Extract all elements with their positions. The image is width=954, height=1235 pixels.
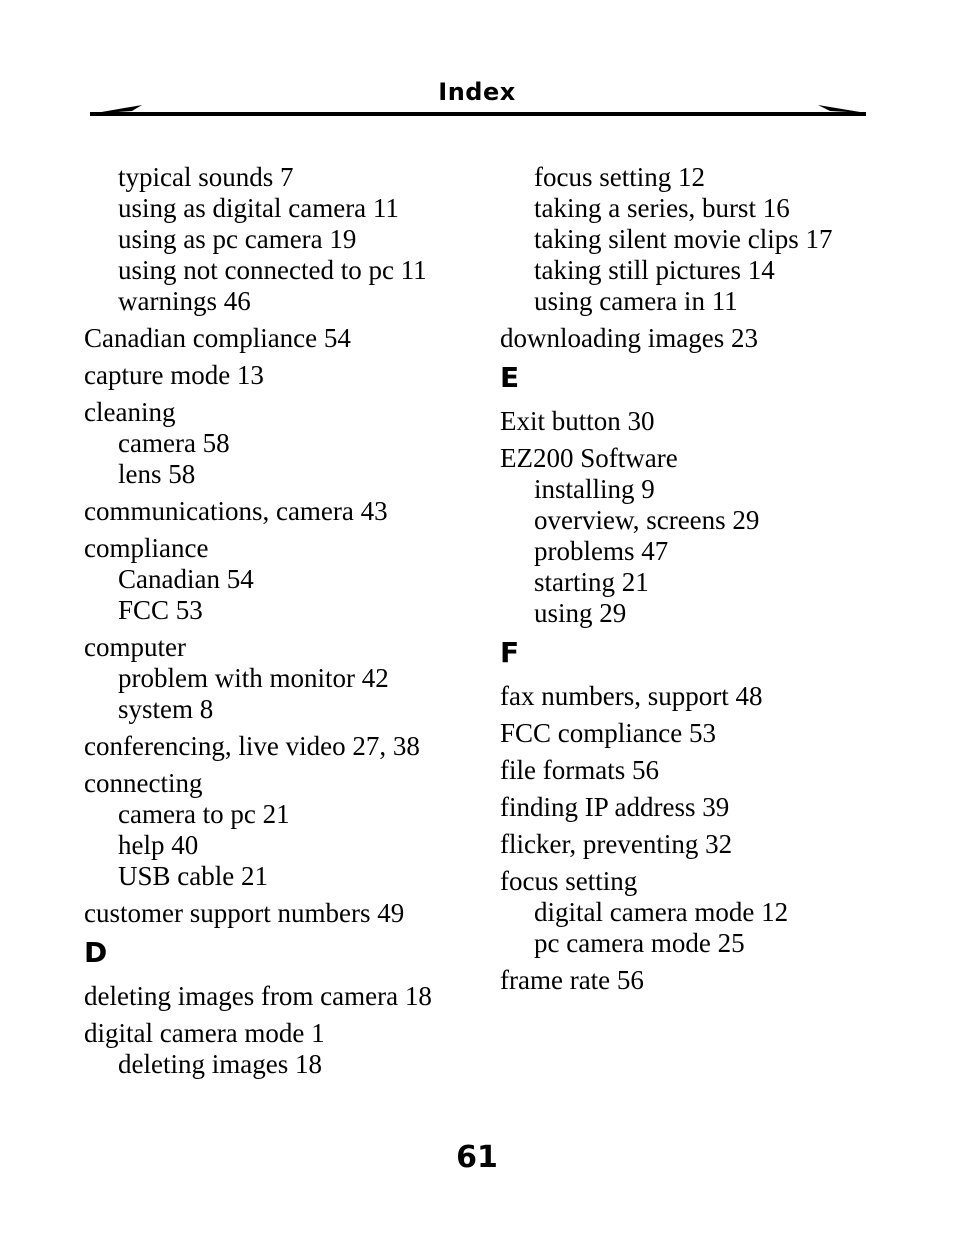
index-subentry: focus setting 12	[534, 162, 705, 192]
index-subentry: using not connected to pc 11	[118, 255, 427, 285]
index-entry-term: fax numbers, support 48	[500, 681, 763, 711]
index-subentry: problems 47	[534, 536, 669, 566]
index-entry	[84, 533, 484, 626]
index-subentry: installing 9	[534, 474, 655, 504]
index-entry-term: EZ200 Software	[500, 443, 678, 473]
index-subentry: warnings 46	[118, 286, 251, 316]
index-entry	[500, 792, 900, 823]
index-entry	[500, 755, 900, 786]
index-entry-term: conferencing, live video 27, 38	[84, 731, 420, 761]
index-subentry: pc camera mode 25	[534, 928, 745, 958]
index-subentry: USB cable 21	[118, 861, 268, 891]
index-entry-term: downloading images 23	[500, 323, 758, 353]
index-subentry: help 40	[118, 830, 199, 860]
index-entry-term: digital camera mode 1	[84, 1018, 325, 1048]
index-entry-term: focus setting	[500, 866, 638, 896]
index-section-letter: E	[500, 361, 520, 394]
index-entry	[500, 323, 900, 354]
index-entry-continued	[84, 162, 484, 317]
index-subentry: taking a series, burst 16	[534, 193, 790, 223]
header-rule-line	[90, 112, 866, 116]
index-subentry: taking silent movie clips 17	[534, 224, 833, 254]
index-entry-term: Exit button 30	[500, 406, 655, 436]
index-subentry: Canadian 54	[118, 564, 254, 594]
index-subentry: using camera in 11	[534, 286, 738, 316]
page-number: 61	[456, 1140, 498, 1175]
index-entry	[84, 496, 484, 527]
index-subentry: starting 21	[534, 567, 649, 597]
index-subentry: lens 58	[118, 459, 196, 489]
index-entry-term: computer	[84, 632, 186, 662]
index-subentry: problem with monitor 42	[118, 663, 389, 693]
index-subentry: system 8	[118, 694, 214, 724]
index-entry	[84, 360, 484, 391]
index-entry-term: file formats 56	[500, 755, 659, 785]
index-subentry: using as pc camera 19	[118, 224, 357, 254]
index-entry-term: frame rate 56	[500, 965, 644, 995]
index-section-letter: F	[500, 636, 520, 669]
index-entry	[84, 1018, 484, 1080]
header-rule	[88, 100, 868, 120]
index-entry	[500, 965, 900, 996]
header-rule-right-arrow	[818, 105, 866, 113]
index-subentry: overview, screens 29	[534, 505, 760, 535]
index-entry	[84, 731, 484, 762]
index-entry-term: compliance	[84, 533, 209, 563]
index-entry	[84, 632, 484, 725]
index-entry-term: finding IP address 39	[500, 792, 730, 822]
index-subentry: using as digital camera 11	[118, 193, 399, 223]
index-subentry: camera to pc 21	[118, 799, 290, 829]
index-subentry: using 29	[534, 598, 627, 628]
index-entry-term: capture mode 13	[84, 360, 264, 390]
index-entry-term: Canadian compliance 54	[84, 323, 351, 353]
index-section-letter: D	[84, 936, 108, 969]
index-entry	[500, 829, 900, 860]
index-entry	[84, 397, 484, 490]
index-entry	[500, 866, 900, 959]
index-entry	[500, 406, 900, 437]
index-entry	[84, 981, 484, 1012]
index-entry-term: connecting	[84, 768, 203, 798]
index-entry-term: cleaning	[84, 397, 176, 427]
index-entry	[500, 718, 900, 749]
index-entry	[500, 681, 900, 712]
running-header-title: Index	[438, 78, 516, 106]
index-entry-term: customer support numbers 49	[84, 898, 405, 928]
index-entry	[84, 768, 484, 892]
index-entry-continued	[500, 162, 900, 317]
index-subentry: typical sounds 7	[118, 162, 294, 192]
index-entry-term: flicker, preventing 32	[500, 829, 733, 859]
index-entry	[84, 323, 484, 354]
index-column-right	[500, 162, 900, 1002]
index-subentry: camera 58	[118, 428, 230, 458]
index-entry-term: FCC compliance 53	[500, 718, 716, 748]
index-entry	[84, 898, 484, 929]
index-entry-term: deleting images from camera 18	[84, 981, 432, 1011]
index-subentry: deleting images 18	[118, 1049, 322, 1079]
index-subentry: taking still pictures 14	[534, 255, 775, 285]
index-entry	[500, 443, 900, 629]
index-column-left	[84, 162, 484, 1086]
index-subentry: digital camera mode 12	[534, 897, 789, 927]
index-subentry: FCC 53	[118, 595, 203, 625]
index-entry-term: communications, camera 43	[84, 496, 388, 526]
